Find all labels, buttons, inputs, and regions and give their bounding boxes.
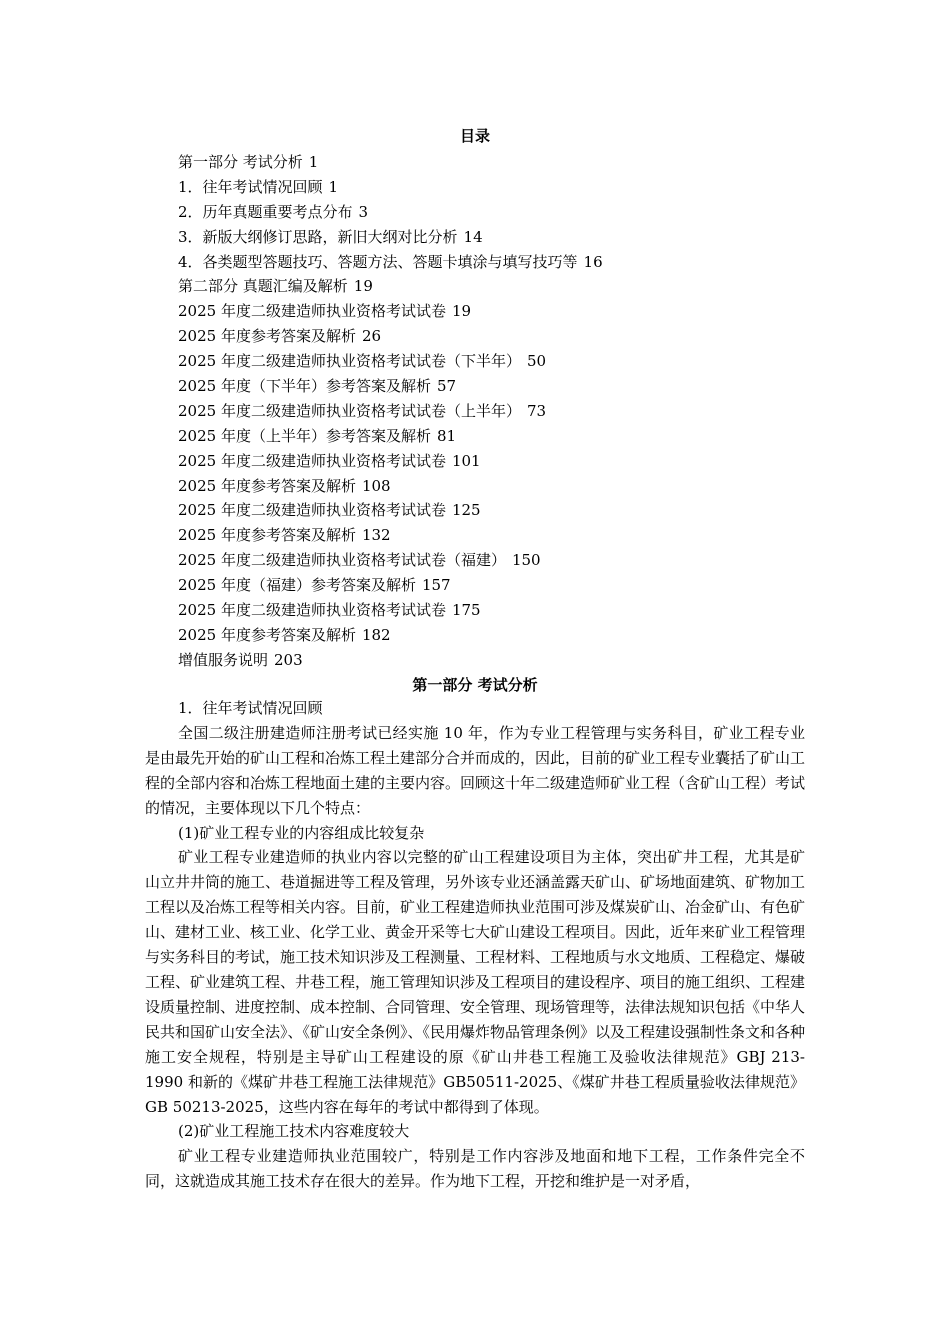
toc-entry <box>178 250 603 275</box>
toc-entry-page: 125 <box>451 501 481 520</box>
point-2-paragraph: 矿业工程专业建造师执业范围较广，特别是工作内容涉及地面和地下工程，工作条件完全不同，这就造成其施工技术存在很大的差异。作为地下工程，开挖和维护是一对矛盾， <box>145 1147 805 1191</box>
toc-entry <box>178 374 603 399</box>
toc-entry-label: 2025 年度二级建造师执业资格考试试卷 <box>178 302 446 321</box>
toc-entry-page: 16 <box>583 252 603 271</box>
toc-entry <box>178 274 603 299</box>
toc-entry <box>178 424 603 449</box>
toc-entry <box>178 523 603 548</box>
toc-entry-page: 19 <box>353 277 373 296</box>
toc-entry-label: 1．往年考试情况回顾 <box>178 177 323 196</box>
toc-entry-page: 175 <box>451 601 481 620</box>
subheading: 1．往年考试情况回顾 <box>178 699 323 717</box>
point-1-heading: (1)矿业工程专业的内容组成比较复杂 <box>178 823 425 842</box>
toc-entry-label: 2025 年度二级建造师执业资格考试试卷 <box>178 451 446 470</box>
toc-entry-page: 57 <box>436 377 457 396</box>
toc-entry-label: 2025 年度参考答案及解析 <box>178 526 356 545</box>
toc-entry-label: 2025 年度（福建）参考答案及解析 <box>178 576 416 595</box>
toc-entry-label: 增值服务说明 <box>178 650 269 669</box>
toc-entry <box>178 598 603 623</box>
toc-entry-label: 2025 年度二级建造师执业资格考试试卷 <box>178 501 446 520</box>
toc-entry <box>178 399 603 424</box>
toc-entry <box>178 648 603 673</box>
toc-entry-label: 2025 年度参考答案及解析 <box>178 625 356 644</box>
toc-entry-page: 1 <box>328 177 339 196</box>
toc-entry <box>178 474 603 499</box>
toc-entry-label: 2025 年度（上半年）参考答案及解析 <box>178 426 431 445</box>
toc-entry-page: 157 <box>421 576 451 595</box>
toc-entry <box>178 623 603 648</box>
section-title: 第一部分 考试分析 <box>412 676 538 694</box>
toc-entry-label: 4．各类题型答题技巧、答题方法、答题卡填涂与填写技巧等 <box>178 252 578 271</box>
section-body <box>145 696 805 1194</box>
toc-entry-label: 2025 年度二级建造师执业资格考试试卷（上半年） <box>178 401 521 420</box>
toc-entry-label: 2025 年度二级建造师执业资格考试试卷 <box>178 601 446 620</box>
toc-entry-label: 2025 年度（下半年）参考答案及解析 <box>178 377 431 396</box>
toc-entry <box>178 449 603 474</box>
toc-entry <box>178 349 603 374</box>
toc-entry-page: 1 <box>308 153 319 171</box>
toc-entry-page: 19 <box>451 302 472 321</box>
toc-entry-label: 2025 年度二级建造师执业资格考试试卷（下半年） <box>178 352 521 371</box>
toc-entry-page: 203 <box>274 650 303 669</box>
toc-entry <box>178 150 603 175</box>
toc-entry-label: 2025 年度参考答案及解析 <box>178 327 356 346</box>
toc-entry-page: 150 <box>511 551 541 570</box>
toc-entry-page: 81 <box>436 426 457 445</box>
toc-entry-page: 108 <box>361 476 391 495</box>
toc-entry <box>178 200 603 225</box>
toc-entry <box>178 573 603 598</box>
point-2-heading: (2)矿业工程施工技术内容难度较大 <box>178 1122 410 1141</box>
toc-entry <box>178 498 603 523</box>
toc-entry-label: 3．新版大纲修订思路，新旧大纲对比分析 <box>178 227 458 246</box>
toc-entry <box>178 548 603 573</box>
toc-title: 目录 <box>459 127 490 145</box>
toc-entry <box>178 225 603 250</box>
toc-entry-page: 73 <box>526 401 547 420</box>
toc-entry-label: 2025 年度参考答案及解析 <box>178 476 356 495</box>
toc-entry-label: 2．历年真题重要考点分布 <box>178 202 353 221</box>
toc-entry <box>178 324 603 349</box>
table-of-contents <box>178 150 603 673</box>
toc-entry-page: 50 <box>526 352 547 371</box>
toc-entry-page: 132 <box>361 526 391 545</box>
toc-entry-page: 182 <box>361 625 391 644</box>
toc-entry-label: 第二部分 真题汇编及解析 <box>178 277 348 296</box>
toc-entry-page: 26 <box>361 327 382 346</box>
toc-entry-page: 101 <box>451 451 481 470</box>
toc-entry <box>178 299 603 324</box>
toc-entry <box>178 175 603 200</box>
toc-entry-page: 14 <box>463 227 483 246</box>
toc-entry-page: 3 <box>358 202 369 221</box>
intro-paragraph: 全国二级注册建造师注册考试已经实施 10 年，作为专业工程管理与实务科目，矿业工程专业是由最先开始的矿山工程和冶炼工程土建部分合并而成的，因此，目前的矿业工程专业囊括了矿山工程的全部内容和冶炼工程地面土建的主要内容。回顾这十年二级建造师矿业工程（含矿山工程）考试的情况，主要体现以下几个特点： <box>145 723 806 817</box>
toc-entry-label: 2025 年度二级建造师执业资格考试试卷（福建） <box>178 551 506 570</box>
point-1-paragraph: 矿业工程专业建造师的执业内容以完整的矿山工程建设项目为主体，突出矿井工程，尤其是矿山立井井筒的施工、巷道掘进等工程及管理，另外该专业还涵盖露天矿山、矿场地面建筑、矿物加工工程以及冶炼工程等相关内容。目前，矿业工程建造师执业范围可涉及煤炭矿山、冶金矿山、有色矿山、建材工业、核工业、化学工业、黄金开采等七大矿山建设工程项目。因此，近年来矿业工程管理与实务科目的考试，施工技术知识涉及工程测量、工程材料、工程地质与水文地质、工程稳定、爆破工程、矿业建筑工程、井巷工程，施工管理知识涉及工程项目的建设程序、项目的施工组织、工程建设质量控制、进度控制、成本控制、合同管理、安全管理、现场管理等，法律法规知识包括《中华人民共和国矿山安全法》、《矿山安全条例》、《民用爆炸物品管理条例》以及工程建设强制性条文和各种施工安全规程，特别是主导矿山工程建设的原《矿山井巷工程施工及验收法律规范》GBJ 213-1990 和新的《煤矿井巷工程施工法律规范》GB50511-2025、《煤矿井巷工程质量验收法律规范》GB 50213-2025，这些内容在每年的考试中都得到了体现。 <box>145 848 806 1116</box>
toc-entry-label: 第一部分 考试分析 <box>178 153 303 171</box>
